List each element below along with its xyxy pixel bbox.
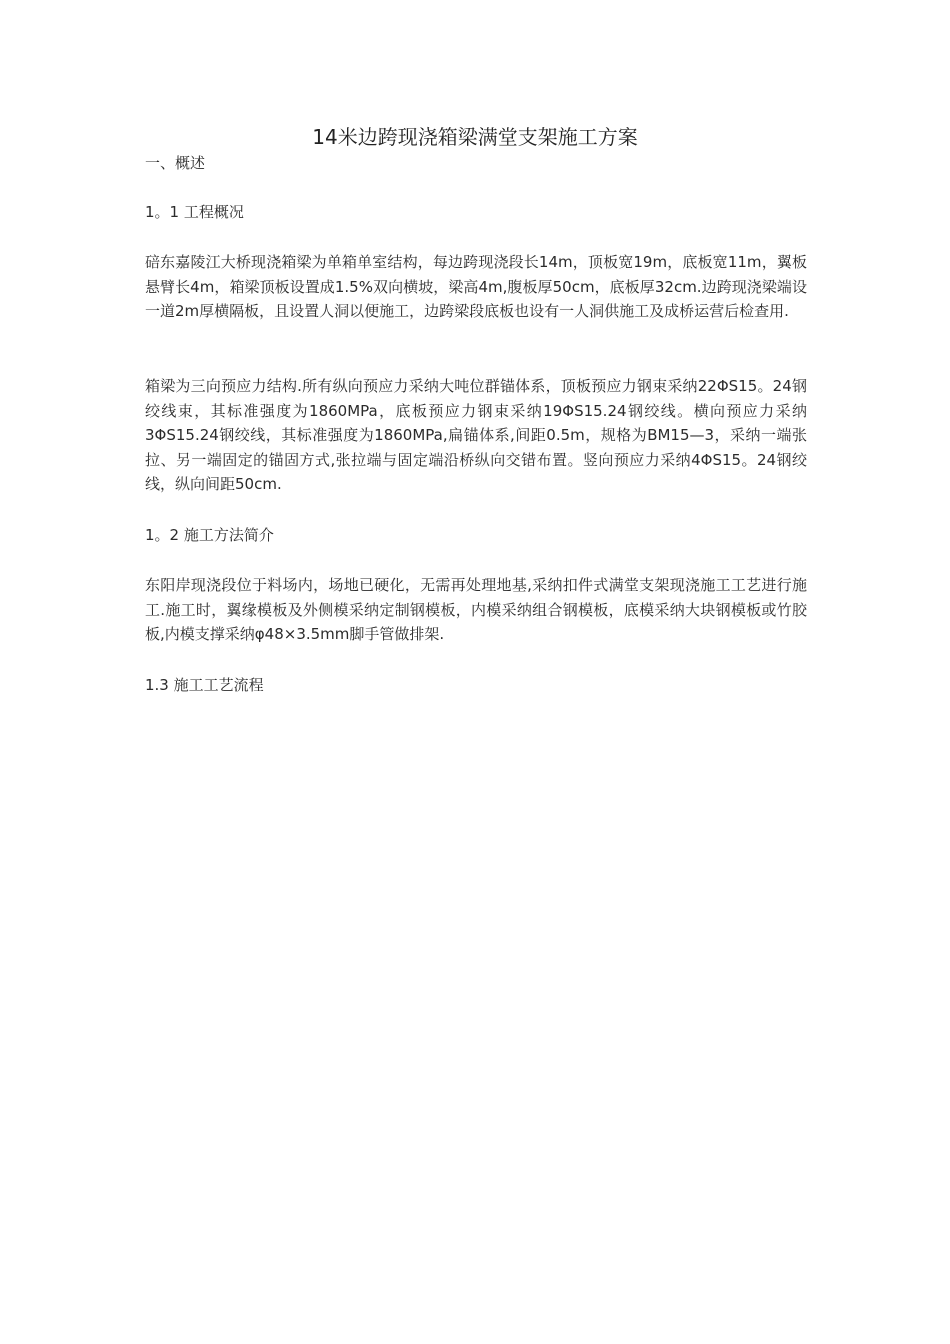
section-heading-overview: 一、概述	[145, 154, 206, 172]
document-title: 14米边跨现浇箱梁满堂支架施工方案	[312, 125, 638, 149]
section-heading-project-overview: 1。1 工程概况	[145, 203, 244, 221]
section-heading-process-flow: 1.3 施工工艺流程	[145, 676, 264, 694]
paragraph-prestress-system: 箱梁为三向预应力结构.所有纵向预应力采纳大吨位群锚体系，顶板预应力钢束采纳22ΦS15。24钢绞线束，其标准强度为1860MPa，底板预应力钢束采纳19ΦS15.24钢绞线。横向预应力采纳3ΦS15.24钢绞线，其标准强度为1860MPa,扁锚体系,间距0.5m，规格为BM15—3，采纳一端张拉、另一端固定的锚固方式,张拉端与固定端沿桥纵向交错布置。竖向预应力采纳4ΦS15。24钢绞线，纵向间距50cm.	[145, 377, 807, 493]
section-heading-construction-method: 1。2 施工方法简介	[145, 526, 274, 544]
paragraph-project-structure: 碚东嘉陵江大桥现浇箱梁为单箱单室结构，每边跨现浇段长14m，顶板宽19m，底板宽11m，翼板悬臂长4m，箱梁顶板设置成1.5%双向横坡，梁高4m,腹板厚50cm，底板厚32cm.边跨现浇梁端设一道2m厚横隔板，且设置人洞以便施工，边跨梁段底板也设有一人洞供施工及成桥运营后检查用.	[145, 253, 807, 320]
paragraph-construction-method: 东阳岸现浇段位于料场内，场地已硬化，无需再处理地基,采纳扣件式满堂支架现浇施工工艺进行施工.施工时，翼缘模板及外侧模采纳定制钢模板，内模采纳组合钢模板，底模采纳大块钢模板或竹胶板,内模支撑采纳φ48×3.5mm脚手管做排架.	[145, 576, 807, 643]
